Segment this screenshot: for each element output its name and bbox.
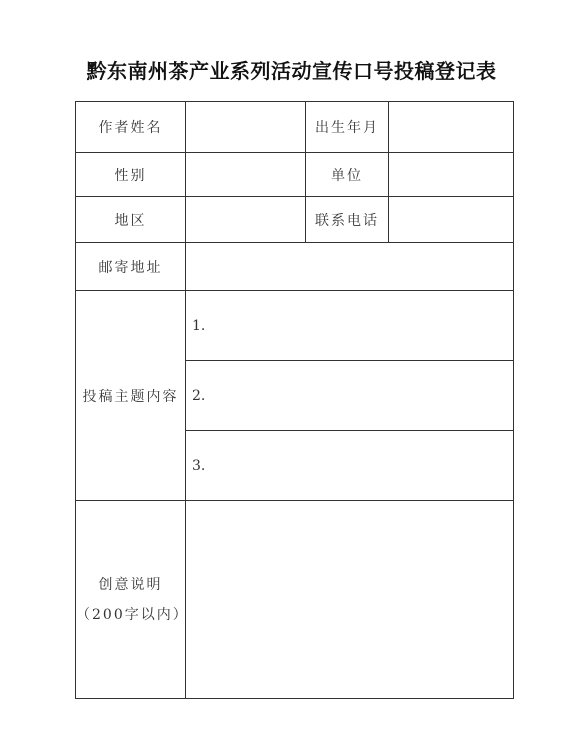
registration-form-table [75,101,514,699]
row-topic-1 [76,291,514,361]
explanation-field[interactable] [186,501,514,699]
region-field[interactable] [186,197,306,243]
explanation-length-note: （200字以内） [76,606,189,623]
author-name-label: 作者姓名 [76,102,186,153]
row-region-phone [76,197,514,243]
explanation-label: 创意说明 [98,576,163,593]
region-label: 地区 [76,197,186,243]
row-gender-unit [76,153,514,197]
gender-field[interactable] [186,153,306,197]
topic-item-3[interactable]: 3. [186,431,514,501]
explanation-label-cell [76,501,189,699]
author-name-field[interactable] [186,102,306,153]
address-label: 邮寄地址 [76,243,186,291]
birth-date-field[interactable] [389,102,514,153]
unit-label: 单位 [306,153,389,197]
birth-date-label: 出生年月 [306,102,389,153]
row-explanation [76,501,514,699]
unit-field[interactable] [389,153,514,197]
gender-label: 性别 [76,153,186,197]
phone-label: 联系电话 [306,197,389,243]
row-address [76,243,514,291]
row-author-birth [76,102,514,153]
address-field[interactable] [186,243,514,291]
topic-item-2[interactable]: 2. [186,361,514,431]
form-title: 黔东南州茶产业系列活动宣传口号投稿登记表 [86,59,497,83]
topic-item-1[interactable]: 1. [186,291,514,361]
topic-label: 投稿主题内容 [76,291,186,501]
phone-field[interactable] [389,197,514,243]
